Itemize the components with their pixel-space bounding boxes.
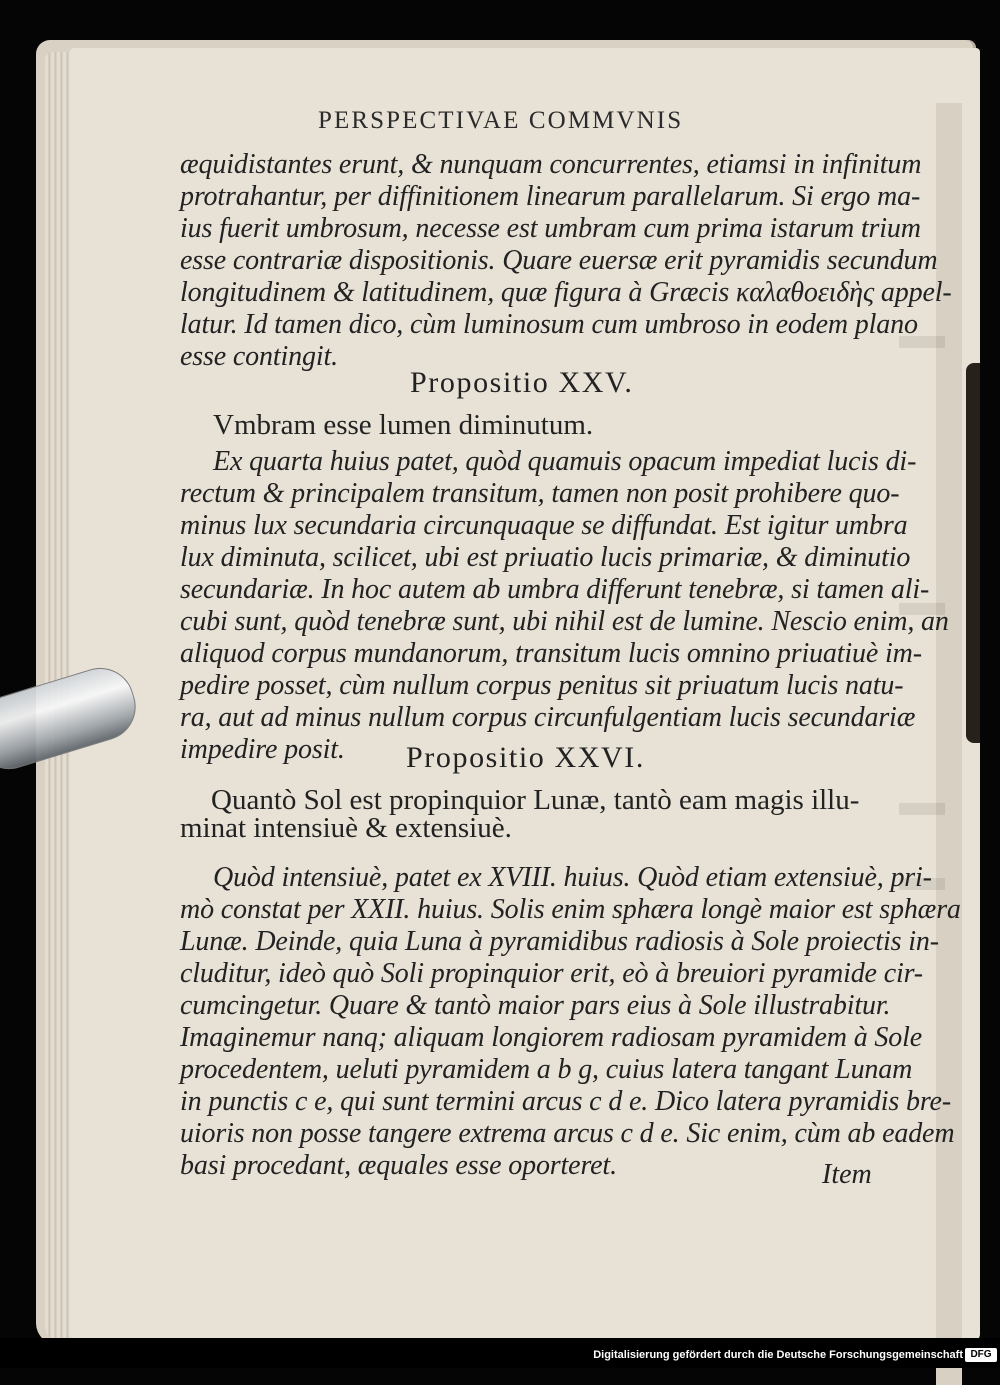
text-line: æquidistantes erunt, & nunquam concurrentes, etiamsi in infinitum	[180, 149, 922, 180]
text-line: minus lux secundaria circunquaque se diffundat. Est igitur umbra	[180, 510, 908, 541]
text-line: protrahantur, per diffinitionem linearum parallelarum. Si ergo ma-	[180, 181, 921, 212]
text-line: Imaginemur nanq; aliquam longiorem radiosam pyramidem à Sole	[180, 1022, 923, 1053]
text-line: ius fuerit umbrosum, necesse est umbram cum prima istarum trium	[180, 213, 921, 244]
text-line: esse contingit.	[180, 341, 338, 372]
dfg-logo-icon: DFG	[965, 1348, 997, 1362]
text-line: Ex quarta huius patet, quòd quamuis opacum impediat lucis di-	[213, 446, 917, 477]
text-line: lux diminuta, scilicet, ubi est priuatio lucis primariæ, & diminutio	[180, 542, 911, 573]
text-line: Lunæ. Deinde, quia Luna à pyramidibus radiosis à Sole proiectis in-	[180, 926, 939, 957]
text-line: longitudinem & latitudinem, quæ figura à Græcis καλαθοειδὴς appel-	[180, 277, 952, 308]
running-head: PERSPECTIVAE COMMVNIS	[318, 107, 684, 134]
text-line: Quòd intensiuè, patet ex XVIII. huius. Quòd etiam extensiuè, pri-	[213, 862, 932, 893]
text-line: cluditur, ideò quò Soli propinquior erit, eò à breuiori pyramide cir-	[180, 958, 923, 989]
text-line: ra, aut ad minus nullum corpus circunfulgentiam lucis secundariæ	[180, 702, 916, 733]
text-line: basi procedant, æquales esse oporteret.	[180, 1150, 617, 1181]
proposition-statement-line: Quantò Sol est propinquior Lunæ, tantò eam magis illu-	[211, 784, 860, 816]
proposition-statement-line: minat intensiuè & extensiuè.	[180, 812, 512, 844]
text-line: cubi sunt, quòd tenebræ sunt, ubi nihil est de lumine. Nescio enim, an	[180, 606, 949, 637]
text-line: in punctis c e, qui sunt termini arcus c d e. Dico latera pyramidis bre-	[180, 1086, 952, 1117]
text-line: pedire posset, cùm nullum corpus penitus sit priuatum lucis natu-	[180, 670, 904, 701]
proposition-statement: Vmbram esse lumen diminutum.	[213, 409, 594, 441]
text-line: esse contrariæ dispositionis. Quare euersæ erit pyramidis secundum	[180, 245, 938, 276]
catchword: Item	[822, 1159, 872, 1190]
text-line: procedentem, ueluti pyramidem a b g, cuius latera tangant Lunam	[180, 1054, 913, 1085]
digitization-footer	[0, 1338, 1000, 1368]
text-line: cumcingetur. Quare & tantò maior pars eius à Sole illustrabitur.	[180, 990, 891, 1021]
proposition-title: Propositio XXV.	[410, 366, 634, 399]
text-line: rectum & principalem transitum, tamen non posit prohibere quo-	[180, 478, 900, 509]
text-line: secundariæ. In hoc autem ab umbra differunt tenebræ, si tamen ali-	[180, 574, 930, 605]
text-line: aliquod corpus mundanorum, transitum lucis omnino priuatiuè im-	[180, 638, 922, 669]
proposition-title: Propositio XXVI.	[406, 741, 645, 774]
text-line: latur. Id tamen dico, cùm luminosum cum umbroso in eodem plano	[180, 309, 918, 340]
text-line: uioris non posse tangere extrema arcus c d e. Sic enim, cùm ab eadem	[180, 1118, 955, 1149]
footer-text: Digitalisierung gefördert durch die Deutsche Forschungsgemeinschaft	[593, 1349, 963, 1361]
text-line: mò constat per XXII. huius. Solis enim sphæra longè maior est sphæra	[180, 894, 961, 925]
text-line: impedire posit.	[180, 734, 345, 765]
